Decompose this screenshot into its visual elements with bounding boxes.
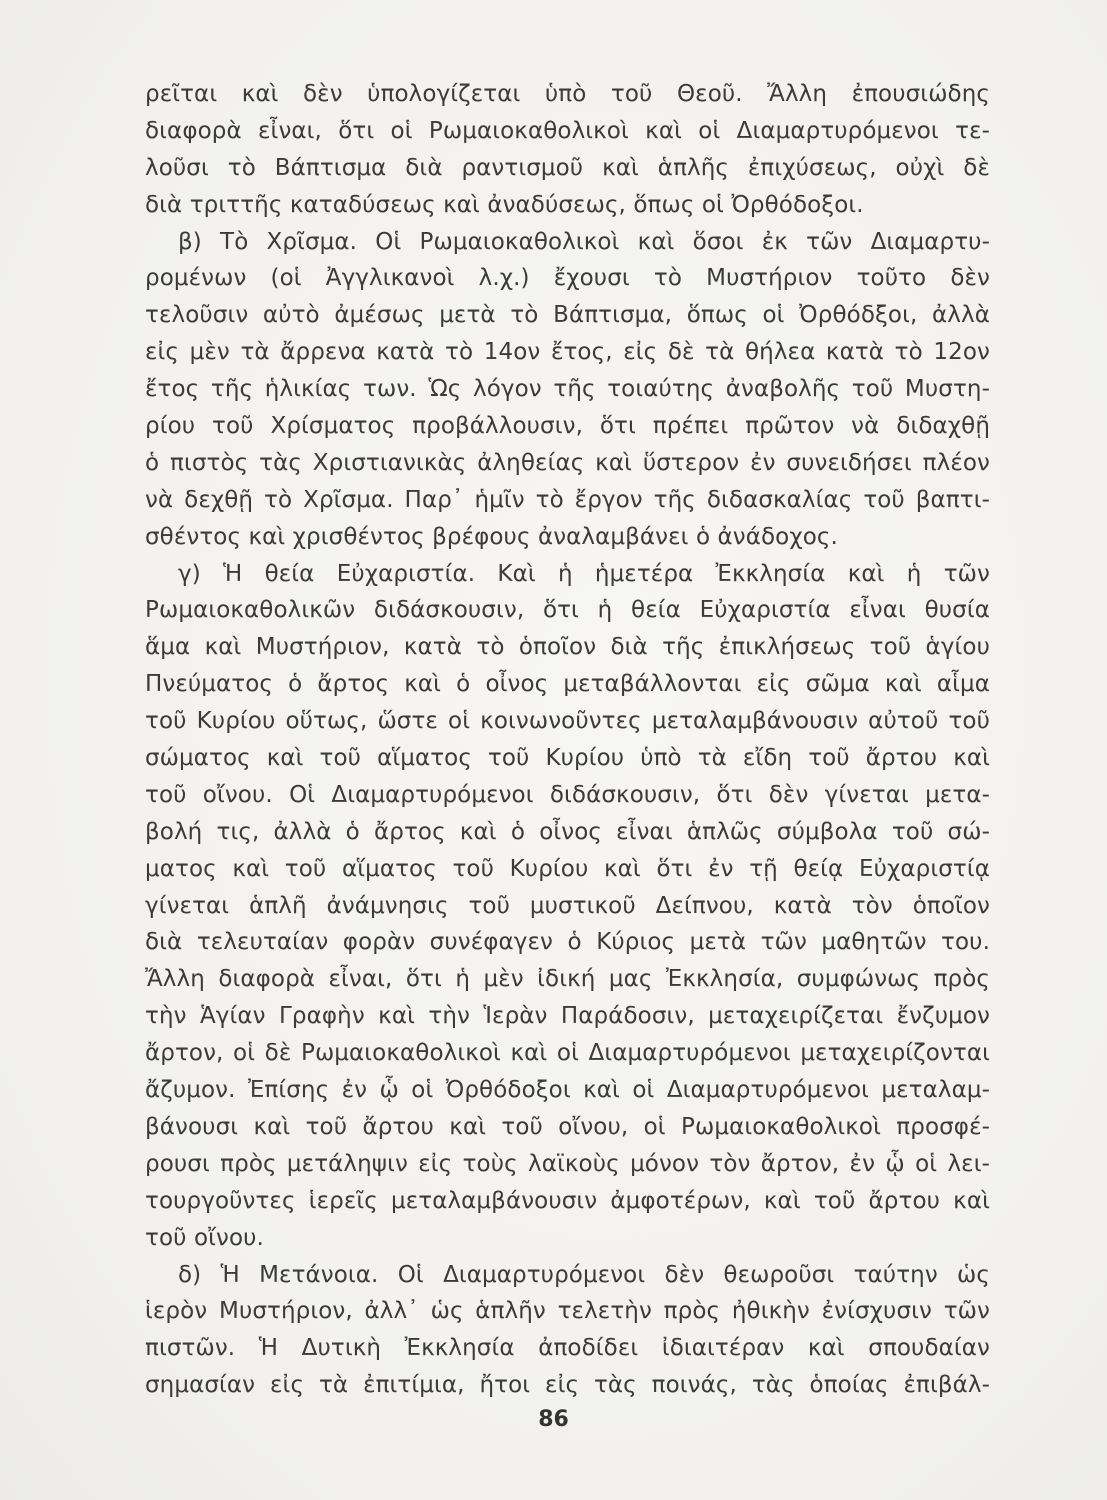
text-line: ματος καὶ τοῦ αἵματος τοῦ Κυρίου καὶ ὅτι ἐν τῇ θείᾳ Εὐχαριστίᾳ (145, 855, 990, 882)
text-line: ἅμα καὶ Μυστήριον, κατὰ τὸ ὁποῖον διὰ τῆς ἐπικλήσεως τοῦ ἁγίου (145, 634, 990, 661)
text-line: Ἄλλη διαφορὰ εἶναι, ὅτι ἡ μὲν ἰδική μας Ἐκκλησία, συμφώνως πρὸς (145, 966, 990, 993)
text-line: σθέντος καὶ χρισθέντος βρέφους ἀναλαμβάνει ὁ ἀνάδοχος. (145, 523, 838, 550)
text-line: ρεῖται καὶ δὲν ὑπολογίζεται ὑπὸ τοῦ Θεοῦ. Ἄλλη ἐπουσιώδης (145, 81, 990, 107)
text-line: τοῦ οἴνου. (145, 1224, 264, 1251)
text-line: ρίου τοῦ Χρίσματος προβάλλουσιν, ὅτι πρέπει πρῶτον νὰ διδαχθῇ (145, 413, 990, 440)
text-line: Ρωμαιοκαθολικῶν διδάσκουσιν, ὅτι ἡ θεία Εὐχαριστία εἶναι θυσία (145, 597, 990, 624)
text-line: τελοῦσιν αὐτὸ ἀμέσως μετὰ τὸ Βάπτισμα, ὅπως οἱ Ὀρθόδξοι, ἀλλὰ (145, 302, 990, 329)
text-line: τοῦ Κυρίου οὕτως, ὥστε οἱ κοινωνοῦντες μεταλαμβάνουσιν αὐτοῦ τοῦ (145, 708, 990, 735)
section-heading-line: γ) Ἡ θεία Εὐχαριστία. Καὶ ἡ ἡμετέρα Ἐκκλησία καὶ ἡ τῶν (178, 560, 990, 587)
text-line: ἄρτον, οἱ δὲ Ρωμαιοκαθολικοὶ καὶ οἱ Διαμαρτυρόμενοι μεταχειρίζονται (145, 1040, 990, 1067)
text-line: βάνουσι καὶ τοῦ ἄρτου καὶ τοῦ οἴνου, οἱ Ρωμαιοκαθολικοὶ προσφέ- (145, 1113, 990, 1140)
text-line: διὰ τελευταίαν φορὰν συνέφαγεν ὁ Κύριος μετὰ τῶν μαθητῶν του. (145, 929, 990, 956)
text-line: ἱερὸν Μυστήριον, ἀλλ᾽ ὡς ἁπλῆν τελετὴν πρὸς ἠθικὴν ἐνίσχυσιν τῶν (145, 1298, 990, 1325)
text-line: Πνεύματος ὁ ἄρτος καὶ ὁ οἶνος μεταβάλλονται εἰς σῶμα καὶ αἷμα (145, 671, 990, 698)
text-line: εἰς μὲν τὰ ἄρρενα κατὰ τὸ 14ον ἔτος, εἰς δὲ τὰ θήλεα κατὰ τὸ 12ον (145, 339, 990, 366)
text-line: σώματος καὶ τοῦ αἵματος τοῦ Κυρίου ὑπὸ τὰ εἴδη τοῦ ἄρτου καὶ (145, 745, 990, 772)
text-line: τοῦ οἴνου. Οἱ Διαμαρτυρόμενοι διδάσκουσιν, ὅτι δὲν γίνεται μετα- (145, 781, 990, 808)
text-line: τὴν Ἁγίαν Γραφὴν καὶ τὴν Ἱερὰν Παράδοσιν, μεταχειρίζεται ἔνζυμον (145, 1003, 990, 1030)
text-line: ρομένων (οἱ Ἀγγλικανοὶ λ.χ.) ἔχουσι τὸ Μυστήριον τοῦτο δὲν (145, 265, 990, 292)
text-line: πιστῶν. Ἡ Δυτικὴ Ἐκκλησία ἀποδίδει ἰδιαιτέραν καὶ σπουδαίαν (145, 1335, 990, 1362)
text-line: ρουσι πρὸς μετάληψιν εἰς τοὺς λαϊκοὺς μόνον τὸν ἄρτον, ἐν ᾧ οἱ λει- (145, 1150, 990, 1177)
text-line: διὰ τριττῆς καταδύσεως καὶ ἀναδύσεως, ὅπως οἱ Ὀρθόδοξοι. (145, 191, 864, 218)
text-line: γίνεται ἁπλῆ ἀνάμνησις τοῦ μυστικοῦ Δείπνου, κατὰ τὸν ὁποῖον (145, 892, 990, 919)
text-line: λοῦσι τὸ Βάπτισμα διὰ ραντισμοῦ καὶ ἁπλῆς ἐπιχύσεως, οὐχὶ δὲ (145, 154, 990, 181)
section-heading-line: β) Τὸ Χρῖσμα. Οἱ Ρωμαιοκαθολικοὶ καὶ ὅσοι ἐκ τῶν Διαμαρτυ- (178, 228, 990, 255)
text-line: ὁ πιστὸς τὰς Χριστιανικὰς ἀληθείας καὶ ὕστερον ἐν συνειδήσει πλέον (145, 449, 990, 476)
text-line: διαφορὰ εἶναι, ὅτι οἱ Ρωμαιοκαθολικοὶ καὶ οἱ Διαμαρτυρόμενοι τε- (145, 117, 990, 144)
text-line: σημασίαν εἰς τὰ ἐπιτίμια, ἤτοι εἰς τὰς ποινάς, τὰς ὁποίας ἐπιβάλ- (145, 1372, 990, 1399)
text-line: ἔτος τῆς ἡλικίας των. Ὡς λόγον τῆς τοιαύτης ἀναβολῆς τοῦ Μυστη- (145, 376, 990, 403)
section-heading-line: δ) Ἡ Μετάνοια. Οἱ Διαμαρτυρόμενοι δὲν θεωροῦσι ταύτην ὡς (178, 1261, 990, 1288)
text-line: βολή τις, ἀλλὰ ὁ ἄρτος καὶ ὁ οἶνος εἶναι ἁπλῶς σύμβολα τοῦ σώ- (145, 818, 990, 845)
page-number: 86 (538, 1407, 569, 1432)
text-line: νὰ δεχθῇ τὸ Χρῖσμα. Παρ᾽ ἡμῖν τὸ ἔργον τῆς διδασκαλίας τοῦ βαπτι- (145, 486, 990, 513)
body-text (145, 76, 990, 1404)
text-line: τουργοῦντες ἱερεῖς μεταλαμβάνουσιν ἀμφοτέρων, καὶ τοῦ ἄρτου καὶ (145, 1187, 990, 1214)
text-line: ἄζυμον. Ἐπίσης ἐν ᾧ οἱ Ὀρθόδοξοι καὶ οἱ Διαμαρτυρόμενοι μεταλαμ- (145, 1077, 990, 1104)
